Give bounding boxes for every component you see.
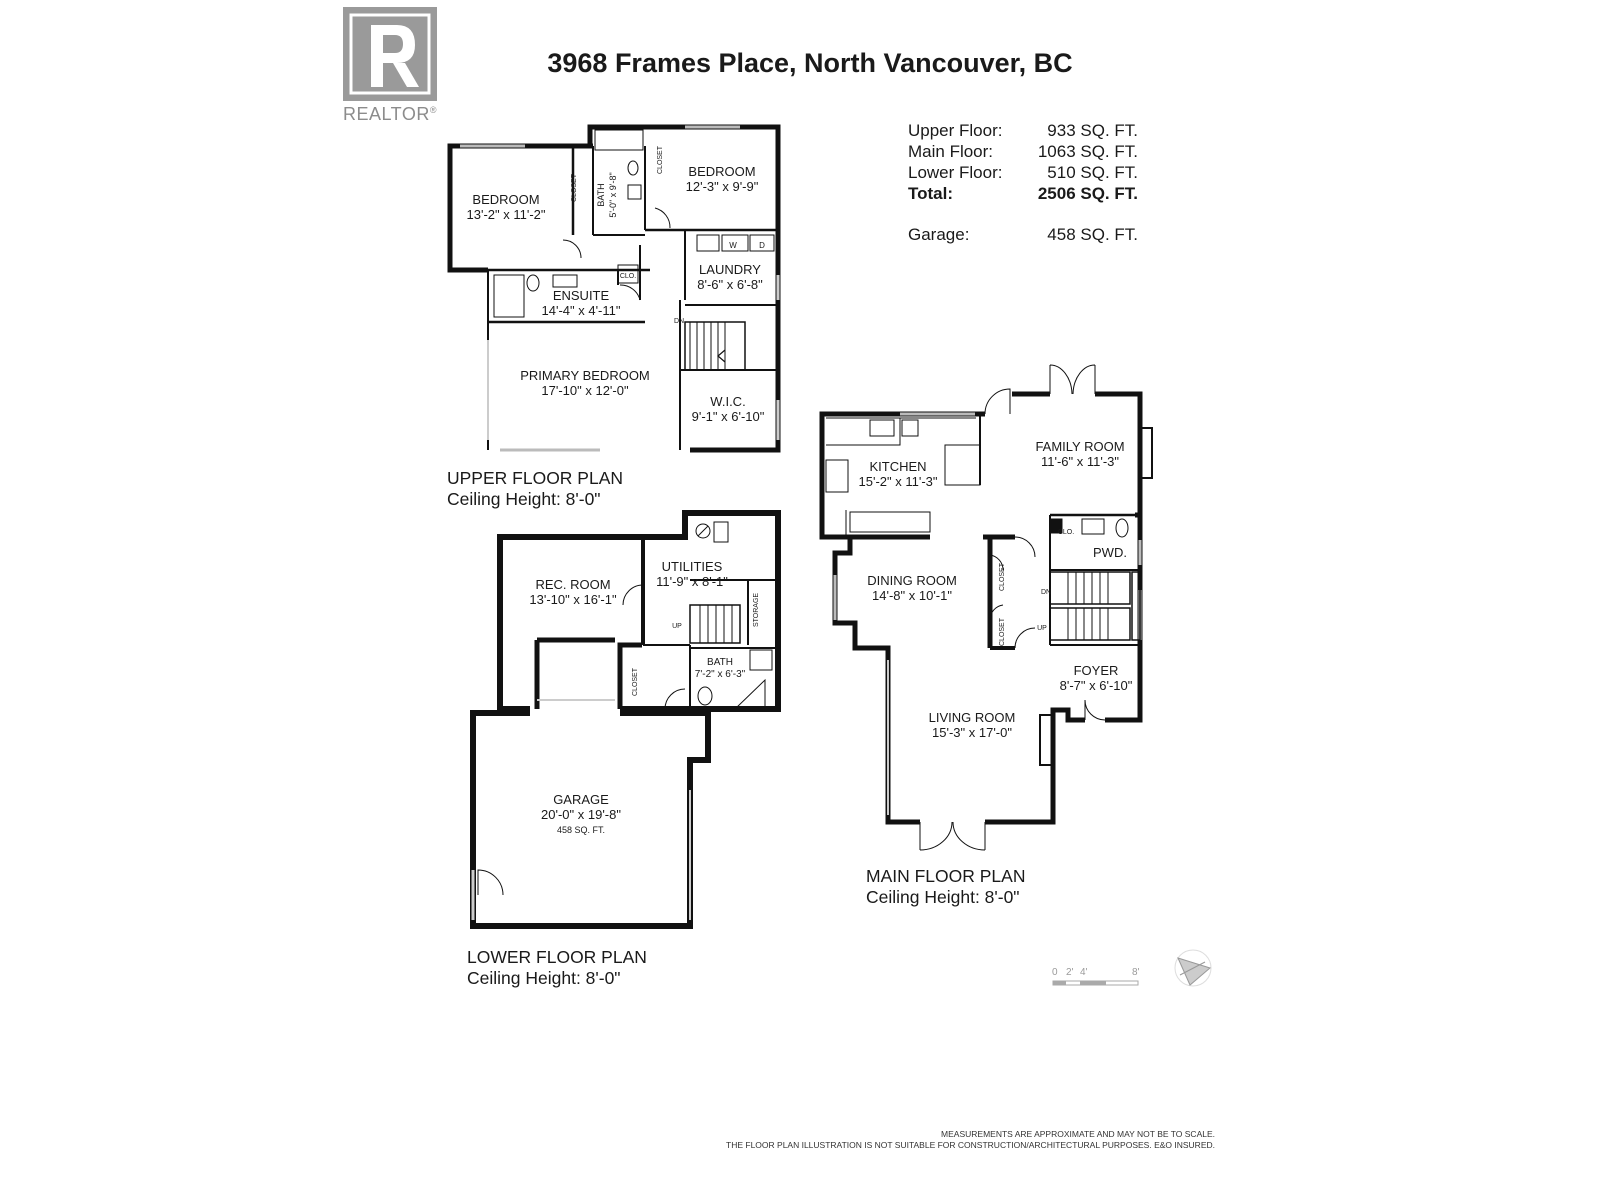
upper-dryer-label: D [759,241,765,250]
area-row-main: Main Floor: 1063 SQ. FT. [908,142,1138,161]
main-plan-ceiling: Ceiling Height: 8'-0" [866,887,1020,907]
scale-tick-4: 4' [1080,967,1088,978]
lower-bath-name: BATH [707,657,733,668]
scale-tick-2: 2' [1066,967,1074,978]
upper-bedroom-right-name: BEDROOM [688,164,756,179]
page-title: 3968 Frames Place, North Vancouver, BC [547,48,1073,78]
upper-closet-right-label: CLOSET [657,145,664,175]
upper-bedroom-left-dims: 13'-2" x 11'-2" [466,207,546,222]
upper-bedroom-right-dims: 12'-3" x 9'-9" [685,179,759,194]
upper-washer-label: W [729,241,737,250]
lower-rec-dims: 13'-10" x 16'-1" [529,592,617,607]
upper-bath-name: BATH [596,183,606,207]
main-foyer-name: FOYER [1073,663,1119,678]
main-family-name: FAMILY ROOM [1035,439,1125,454]
main-living-dims: 15'-3" x 17'-0" [932,725,1012,740]
main-dining-name: DINING ROOM [867,573,957,588]
realtor-logo-text: REALTOR® [343,104,437,124]
lower-garage-area: 458 SQ. FT. [556,825,606,835]
main-dining-dims: 14'-8" x 10'-1" [872,588,952,603]
north-arrow-icon [1175,950,1211,986]
upper-plan-title: UPPER FLOOR PLAN [447,468,624,488]
area-row-total: Total: 2506 SQ. FT. [908,184,1138,203]
main-family-dims: 11'-6" x 11'-3" [1040,454,1120,469]
main-floor-walls [822,365,1152,850]
upper-bedroom-left-name: BEDROOM [472,192,540,207]
main-living-name: LIVING ROOM [928,710,1016,725]
main-plan-title: MAIN FLOOR PLAN [866,866,1026,886]
main-pwd-name: PWD. [1093,545,1127,560]
main-foyer-dims: 8'-7" x 6'-10" [1059,678,1133,693]
main-kitchen-dims: 15'-2" x 11'-3" [858,474,938,489]
scale-tick-0: 0 [1052,967,1058,978]
upper-closet-left-label: CLOSET [571,173,578,203]
upper-ensuite-name: ENSUITE [552,288,610,303]
lower-garage-name: GARAGE [553,792,609,807]
lower-garage-dims: 20'-0" x 19'-8" [541,807,621,822]
upper-clo-label: CLO. [619,273,637,280]
main-clo-label: CLO. [1057,529,1075,536]
lower-bath-dims: 7'-2" x 6'-3" [694,669,746,680]
upper-bath-dims: 5'-0" x 9'-8" [608,172,618,218]
lower-utilities-dims: 11'-9" x 8'-1" [656,574,728,589]
main-closet-lower-label: CLOSET [999,617,1006,647]
upper-laundry-name: LAUNDRY [699,262,761,277]
main-up-label: UP [1037,625,1047,632]
lower-up-label: UP [672,623,682,630]
lower-plan-title: LOWER FLOOR PLAN [467,947,647,967]
upper-ensuite-dims: 14'-4" x 4'-11" [541,303,621,318]
upper-wic-name: W.I.C. [710,394,746,409]
lower-rec-name: REC. ROOM [535,577,611,592]
lower-storage-label: STORAGE [753,592,760,628]
upper-wic-dims: 9'-1" x 6'-10" [691,409,765,424]
upper-plan-ceiling: Ceiling Height: 8'-0" [447,489,601,509]
lower-utilities-name: UTILITIES [661,559,723,574]
main-kitchen-name: KITCHEN [869,459,927,474]
scale-tick-8: 8' [1132,967,1140,978]
upper-laundry-dims: 8'-6" x 6'-8" [697,277,763,292]
upper-primary-dims: 17'-10" x 12'-0" [541,383,629,398]
area-row-lower: Lower Floor: 510 SQ. FT. [908,163,1138,182]
area-row-upper: Upper Floor: 933 SQ. FT. [908,121,1138,140]
area-row-garage: Garage: 458 SQ. FT. [908,225,1138,244]
upper-primary-name: PRIMARY BEDROOM [520,368,650,383]
lower-floor-walls [473,513,778,926]
disclaimer: MEASUREMENTS ARE APPROXIMATE AND MAY NOT BE TO SCALE. THE FLOOR PLAN ILLUSTRATION IS NOT SUITABLE FOR CONSTRUCTION/ARCHITECTURAL PURPOSES. E&O INSURED. [726,1129,1215,1150]
main-dn-label: DN [1040,589,1052,596]
upper-dn-label: DN [673,318,685,325]
scale-bar [1052,967,1140,985]
lower-plan-ceiling: Ceiling Height: 8'-0" [467,968,621,988]
main-closet-upper-label: CLOSET [999,562,1006,592]
lower-closet-label: CLOSET [632,667,639,697]
